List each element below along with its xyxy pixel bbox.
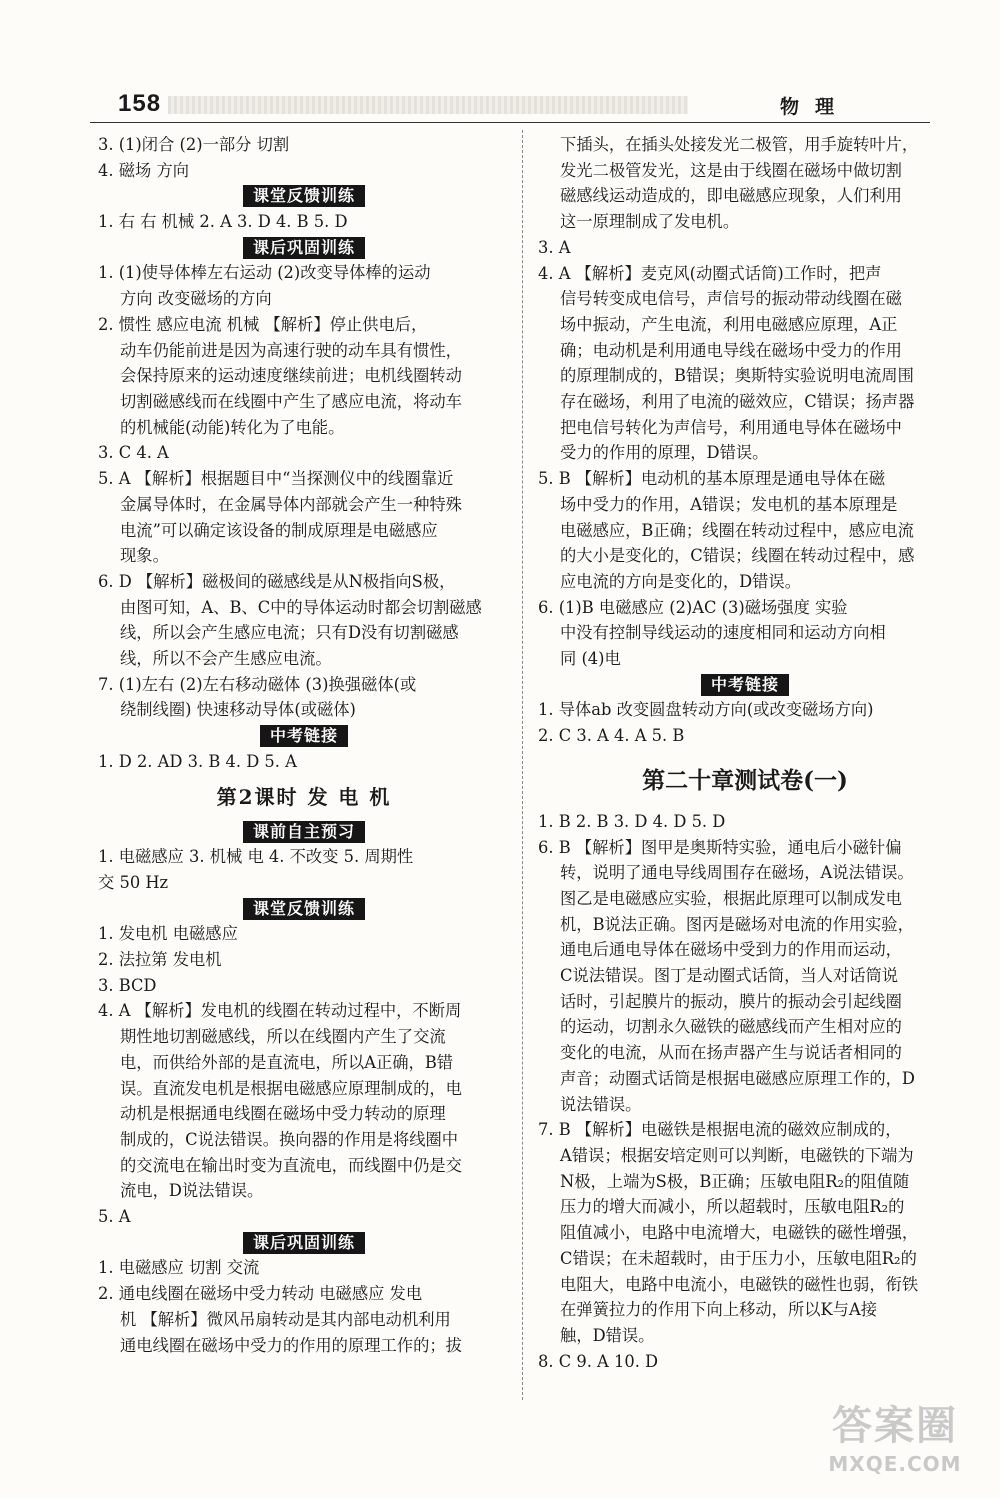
section-heading-label: 课前自主预习 — [243, 821, 365, 843]
answer-line: 转，说明了通电导线周围存在磁场，A说法错误。 — [560, 863, 914, 883]
watermark-logo-text: 答案圈 — [832, 1403, 958, 1449]
answer-line: 存在磁场，利用了电流的磁效应，C错误；扬声器 — [560, 392, 915, 412]
watermark-logo — [820, 1400, 970, 1480]
page-header — [90, 88, 930, 123]
answer-line: 机，B说法正确。图丙是磁场对电流的作用实验， — [560, 914, 914, 934]
answer-line: 1. 发电机 电磁感应 — [98, 924, 238, 944]
answer-line: 应电流的方向是变化的，D错误。 — [560, 571, 801, 591]
answer-line: 图乙是电磁感应实验，根据此原理可以制成发电 — [560, 888, 902, 908]
page-number: 158 — [118, 90, 162, 117]
column-divider — [522, 130, 523, 1400]
answer-line: 电阻大，电路中电流小，电磁铁的磁性也弱，衔铁 — [560, 1274, 919, 1294]
answer-line: 线，所以会产生感应电流；只有D没有切割磁感 — [120, 623, 459, 643]
section-heading — [98, 819, 510, 845]
answer-line: 交 50 Hz — [98, 872, 169, 892]
answer-line: 7. (1)左右 (2)左右移动磁体 (3)换强磁体(或 — [98, 674, 417, 694]
answer-line: 的大小是变化的，C错误；线圈在转动过程中，感 — [560, 546, 915, 566]
answer-line: 把电信号转化为声信号，利用通电导体在磁场中 — [560, 417, 902, 437]
section-heading-label: 课堂反馈训练 — [243, 185, 365, 207]
answer-line: 2. 法拉第 发电机 — [98, 950, 222, 970]
answer-line: 信号转变成电信号，声信号的振动带动线圈在磁 — [560, 289, 902, 309]
answer-line: 流电，D说法错误。 — [120, 1181, 264, 1201]
answer-line: 磁感线运动造成的，即电磁感应现象，人们利用 — [560, 186, 902, 206]
answer-line: 会保持原来的运动速度继续前进；电机线圈转动 — [120, 366, 462, 386]
answer-line: 确；电动机是利用通电导线在磁场中受力的作用 — [560, 340, 902, 360]
answer-line: 下插头，在插头处接发光二极管，用手旋转叶片， — [560, 135, 919, 154]
answer-line: 的机械能(动能)转化为了电能。 — [120, 417, 345, 437]
answer-line: 1. 导体ab 改变圆盘转动方向(或改变磁场方向) — [538, 700, 874, 720]
answer-line: 4. 磁场 方向 — [98, 160, 190, 180]
answer-line: 的原理制成的，B错误；奥斯特实验说明电流周围 — [560, 366, 914, 386]
answer-line: 由图可知，A、B、C中的导体运动时都会切割磁感 — [120, 597, 482, 617]
subject-title: 物理 — [780, 96, 851, 118]
answer-line: 1. 电磁感应 3. 机械 电 4. 不改变 5. 周期性 — [98, 847, 414, 867]
answer-line: 8. C 9. A 10. D — [538, 1351, 659, 1371]
answer-line: 机 【解析】微风吊扇转动是其内部电动机利用 — [120, 1309, 451, 1329]
answer-line: A错误；根据安培定则可以判断，电磁铁的下端为 — [560, 1146, 914, 1165]
answer-line: 线，所以不会产生感应电流。 — [120, 649, 332, 669]
answer-line: 的交流电在输出时变为直流电，而线圈中仍是交 — [120, 1155, 462, 1175]
header-decoration — [168, 96, 688, 114]
watermark-url: MXQE.COM — [828, 1452, 962, 1476]
answer-line: 7. B 【解析】电磁铁是根据电流的磁效应制成的， — [538, 1120, 902, 1140]
section-heading — [98, 1230, 510, 1256]
answer-line: 说法错误。 — [560, 1094, 642, 1114]
answer-line: 1. 电磁感应 切割 交流 — [98, 1258, 260, 1278]
answer-line: 现象。 — [120, 546, 169, 566]
answer-line: 3. C 4. A — [98, 443, 169, 463]
answer-line: 阻值减小，电路中电流增大，电磁铁的磁性增强， — [560, 1223, 919, 1243]
answer-line: 发光二极管发光，这是由于线圈在磁场中做切割 — [560, 160, 902, 180]
answer-line: 话时，引起膜片的振动，膜片的振动会引起线圈 — [560, 991, 902, 1011]
answer-line: 3. A — [538, 237, 571, 257]
answer-line: 电磁感应，B正确；线圈在转动过程中，感应电流 — [560, 520, 914, 540]
answer-line: 5. A 【解析】根据题目中“当探测仪中的线圈靠近 — [98, 469, 454, 489]
answer-line: 动车仍能前进是因为高速行驶的动车具有惯性， — [120, 340, 462, 360]
answer-line: N极，上端为S极，B正确；压敏电阻R₂的阻值随 — [560, 1171, 910, 1191]
section-heading — [98, 235, 510, 261]
answer-line: 3. BCD — [98, 975, 157, 995]
answer-line: 切割磁感线而在线圈中产生了感应电流，将动车 — [120, 392, 462, 411]
answer-line: 通电后通电导体在磁场中受到力的作用而运动， — [560, 940, 902, 960]
answer-line: 中没有控制导线运动的速度相同和运动方向相 — [560, 623, 886, 643]
answer-line: 场中受力的作用，A错误；发电机的基本原理是 — [560, 494, 898, 514]
answer-line: 方向 改变磁场的方向 — [120, 289, 272, 309]
answer-line: 1. 右 右 机械 2. A 3. D 4. B 5. D — [98, 212, 348, 232]
section-heading — [98, 183, 510, 209]
answer-line: 绕制线圈) 快速移动导体(或磁体) — [120, 700, 356, 720]
answer-line: 1. B 2. B 3. D 4. D 5. D — [538, 811, 726, 831]
answer-line: 变化的电流，从而在扬声器产生与说话者相同的 — [560, 1043, 902, 1063]
answer-line: 在弹簧拉力的作用下向上移动，所以K与A接 — [560, 1300, 877, 1320]
section-heading — [538, 672, 952, 698]
answer-line: 2. 通电线圈在磁场中受力转动 电磁感应 发电 — [98, 1284, 423, 1304]
answer-line: 压力的增大而减小，所以超载时，压敏电阻R₂的 — [560, 1197, 905, 1217]
lesson-title: 第2课时 发 电 机 — [216, 784, 392, 809]
answer-line: 期性地切割磁感线，所以在线圈内产生了交流 — [120, 1027, 446, 1047]
answer-line: 4. A 【解析】发电机的线圈在转动过程中，不断周 — [98, 1001, 462, 1021]
answer-line: 同 (4)电 — [560, 649, 621, 669]
answer-line: 2. C 3. A 4. A 5. B — [538, 726, 685, 746]
answer-line: 5. A — [98, 1207, 131, 1227]
answer-line: 声音；动圈式话筒是根据电磁感应原理工作的，D — [560, 1068, 915, 1088]
left-column — [98, 132, 510, 1358]
answer-line: 误。直流发电机是根据电磁感应原理制成的，电 — [120, 1078, 462, 1098]
answer-line: 5. B 【解析】电动机的基本原理是通电导体在磁 — [538, 469, 886, 489]
section-heading-label: 课堂反馈训练 — [243, 898, 365, 920]
answer-line: 这一原理制成了发电机。 — [560, 212, 740, 232]
answer-line: 的运动，切割永久磁铁的磁感线而产生相对应的 — [560, 1017, 902, 1037]
answer-line: 场中振动，产生电流，利用电磁感应原理，A正 — [560, 314, 898, 334]
answer-line: 3. (1)闭合 (2)一部分 切割 — [98, 135, 290, 154]
answer-line: 触，D错误。 — [560, 1325, 655, 1345]
answer-line: 动机是根据通电线圈在磁场中受力转动的原理 — [120, 1104, 446, 1124]
answer-line: 6. B 【解析】图甲是奥斯特实验，通电后小磁针偏 — [538, 837, 902, 857]
answer-line: 2. 惯性 感应电流 机械 【解析】停止供电后， — [98, 314, 428, 334]
answer-line: C说法错误。图丁是动圈式话筒，当人对话筒说 — [560, 966, 899, 986]
answer-line: 6. D 【解析】磁极间的磁感线是从N极指向S极， — [98, 571, 456, 591]
answer-line: 电，而供给外部的是直流电，所以A正确，B错 — [120, 1052, 454, 1072]
answer-line: 受力的作用的原理，D错误。 — [560, 443, 769, 463]
answer-line: 1. (1)使导体棒左右运动 (2)改变导体棒的运动 — [98, 263, 431, 283]
answer-line: 6. (1)B 电磁感应 (2)AC (3)磁场强度 实验 — [538, 597, 848, 617]
answer-line: 金属导体时，在金属导体内部就会产生一种特殊 — [120, 494, 462, 514]
chapter-title: 第二十章测试卷(一) — [642, 766, 848, 794]
section-heading-label: 课后巩固训练 — [243, 237, 365, 259]
section-heading-label: 课后巩固训练 — [243, 1232, 365, 1254]
answer-line: 4. A 【解析】麦克风(动圈式话筒)工作时，把声 — [538, 263, 882, 283]
right-column — [538, 132, 952, 1374]
section-heading-label: 中考链接 — [701, 674, 789, 696]
section-heading — [98, 723, 510, 749]
answer-line: C错误；在未超载时，由于压力小，压敏电阻R₂的 — [560, 1248, 917, 1268]
answer-line: 1. D 2. AD 3. B 4. D 5. A — [98, 751, 297, 771]
answer-line: 电流”可以确定该设备的制成原理是电磁感应 — [120, 520, 438, 540]
section-heading-label: 中考链接 — [260, 725, 348, 747]
answer-line: 通电线圈在磁场中受力的作用的原理工作的；拔 — [120, 1335, 462, 1355]
section-heading — [98, 896, 510, 922]
answer-line: 制成的，C说法错误。换向器的作用是将线圈中 — [120, 1129, 459, 1149]
